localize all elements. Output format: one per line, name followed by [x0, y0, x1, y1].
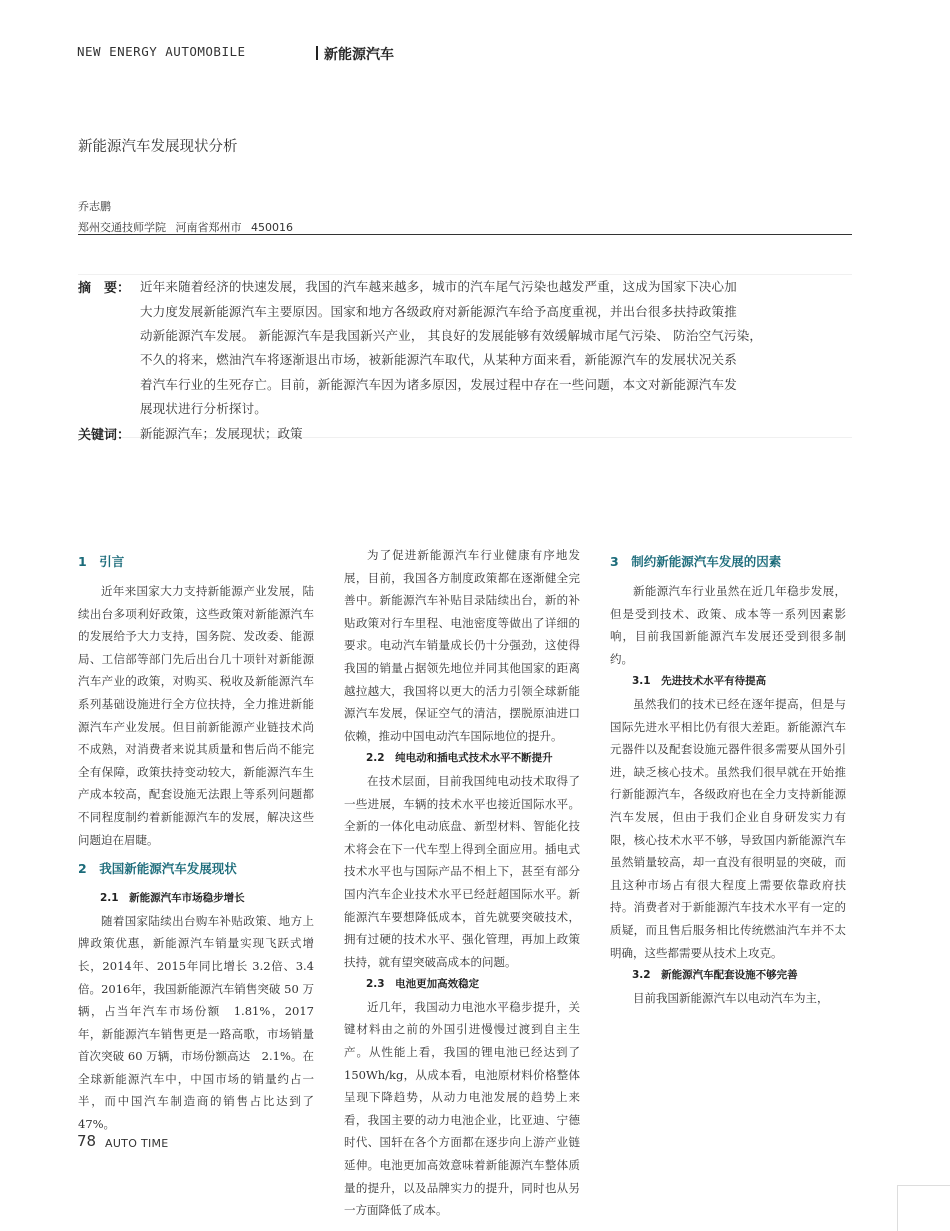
abstract-line: 大力度发展新能源汽车主要原因。国家和地方各级政府对新能源汽车给予高度重视，并出台很多扶持政策推: [140, 304, 737, 319]
paragraph: 虽然我们的技术已经在逐年提高，但是与国际先进水平相比仍有很大差距。新能源汽车元器件以及配套设施元器件很多需要从国外引进，缺乏核心技术。虽然我们很早就在开始推行新能源汽车，各级政府也在全力支持新能源汽车发展，但由于我们企业自身研发实力有限，核心技术水平不够，导致国内新能源汽车虽然销量较高，却一直没有很明显的突破，而且这种市场占有很大程度上需要依靠政府扶持。消费者对于新能源汽车技术水平有一定的质疑，而且售后服务相比传统燃油汽车并不太明确，这些都需要从技术上攻克。: [610, 696, 846, 960]
author-name: 乔志鹏: [78, 200, 111, 213]
abstract-label: 摘 要：: [78, 281, 131, 296]
subsection-heading: 2.1 新能源汽车市场稳步增长: [100, 892, 245, 905]
page-number: 78: [77, 1132, 97, 1150]
keywords-label: 关键词：: [78, 428, 131, 443]
paragraph: 随着国家陆续出台购车补贴政策、地方上牌政策优惠，新能源汽车销量实现飞跃式增长，2014年、2015年同比增长 3.2倍、3.4倍。2016年，我国新能源汽车销售突破 50 万辆，占当年汽车市场份额 1.81%，2017年，新能源汽车销售更是一路高歌，市场销量首次突破 60 万辆，市场份额高达 2.1%。在全球新能源汽车中，中国市场的销量约占一半，而中国汽车制造商的销售占比达到了 47%。: [78, 913, 314, 1132]
abstract-line: 不久的将来，燃油汽车将逐渐退出市场，被新能源汽车取代，从某种方面来看，新能源汽车的发展状况关系: [140, 352, 737, 367]
paragraph: 近几年，我国动力电池水平稳步提升，关键材料由之前的外国引进慢慢过渡到自主生产。从性能上看，我国的锂电池已经达到了 150Wh/kg，从成本看，电池原材料价格整体呈现下降趋势，从动力电池发展的趋势上来看，我国主要的动力电池企业，比亚迪、宁德时代、国轩在各个方面都在逐步向上游产业链延伸。电池更加高效意味着新能源汽车整体质量的提升，以及品牌实力的提升，同时也从另一方面降低了成本。: [344, 999, 580, 1218]
article-title: 新能源汽车发展现状分析: [78, 139, 238, 155]
affiliation-rule: [78, 234, 852, 235]
section-heading: 1 引言: [78, 554, 125, 569]
abstract-line: 动新能源汽车发展。 新能源汽车是我国新兴产业， 其良好的发展能够有效缓解城市尾气污染、 防治空气污染，: [140, 328, 763, 343]
section-heading: 2 我国新能源汽车发展现状: [78, 861, 237, 877]
subsection-heading: 2.3 电池更加高效稳定: [366, 978, 480, 991]
paragraph: 在技术层面，目前我国纯电动技术取得了一些进展，车辆的技术水平也接近国际水平。全新的一体化电动底盘、新型材料、智能化技术将会在下一代车型上得到全面应用。插电式技术水平也与国际产品不相上下，甚至有部分国内汽车企业技术水平已经赶超国际水平。新能源汽车要想降低成本，首先就要突破技术，拥有过硬的技术水平、强化管理，再加上政策扶持，就有望突破高成本的问题。: [344, 773, 580, 969]
paragraph: 新能源汽车行业虽然在近几年稳步发展，但是受到技术、政策、成本等一系列因素影响，目前我国新能源汽车发展还受到很多制约。: [610, 584, 846, 666]
paragraph: 目前我国新能源汽车以电动汽车为主，: [633, 990, 829, 1005]
paragraph: 为了促进新能源汽车行业健康有序地发展，目前，我国各方制度政策都在逐渐健全完善中。新能源汽车补贴目录陆续出台，新的补贴政策对行车里程、电池密度等做出了详细的要求。电动汽车销量成长仍十分强劲，这使得我国的销量占据领先地位并同其他国家的距离越拉越大，我国将以更大的活力引领全球新能源汽车发展，保证空气的清洁，摆脱原油进口依赖，推动中国电动汽车国际地位的提升。: [344, 548, 580, 743]
author-affiliation: 郑州交通技师学院 河南省郑州市 450016: [78, 221, 293, 234]
header-divider: [316, 46, 318, 60]
section-heading: 3 制约新能源汽车发展的因素: [610, 554, 782, 569]
subsection-heading: 2.2 纯电动和插电式技术水平不断提升: [366, 752, 553, 765]
paragraph: 近年来国家大力支持新能源产业发展，陆续出台多项利好政策，这些政策对新能源汽车的发展给予大力支持，国务院、发改委、能源局、工信部等部门先后出台几十项针对新能源汽车产业的政策，对购买、税收及新能源汽车系列基础设施进行全方位扶持，全力推进新能源汽车产业发展。但目前新能源产业链技术尚不成熟，对消费者来说其质量和售后尚不能完全有保障，政策扶持变动较大，新能源汽车生产成本较高，配套设施无法跟上等系列问题都不同程度制约着新能源汽车的发展，解决这些问题迫在眉睫。: [78, 584, 314, 847]
body-column-3: [610, 544, 846, 1009]
abstract-line: 着汽车行业的生死存亡。目前，新能源汽车因为诸多原因，发展过程中存在一些问题，本文对新能源汽车发: [140, 377, 737, 392]
body-column-1: [78, 544, 314, 1136]
section-name: 新能源汽车: [324, 47, 394, 63]
body-column-2: [344, 544, 580, 1222]
abstract-line: 展现状进行分析探讨。: [140, 401, 268, 416]
journal-name-en: NEW ENERGY AUTOMOBILE: [77, 44, 246, 59]
keywords: 新能源汽车；发展现状；政策: [140, 426, 303, 441]
magazine-name: AUTO TIME: [105, 1137, 169, 1150]
page-corner-mark: [897, 1185, 950, 1231]
abstract-line: 近年来随着经济的快速发展，我国的汽车越来越多，城市的汽车尾气污染也越发严重，这成为国家下决心加: [140, 279, 737, 294]
subsection-heading: 3.1 先进技术水平有待提高: [632, 675, 767, 688]
subsection-heading: 3.2 新能源汽车配套设施不够完善: [632, 969, 798, 982]
